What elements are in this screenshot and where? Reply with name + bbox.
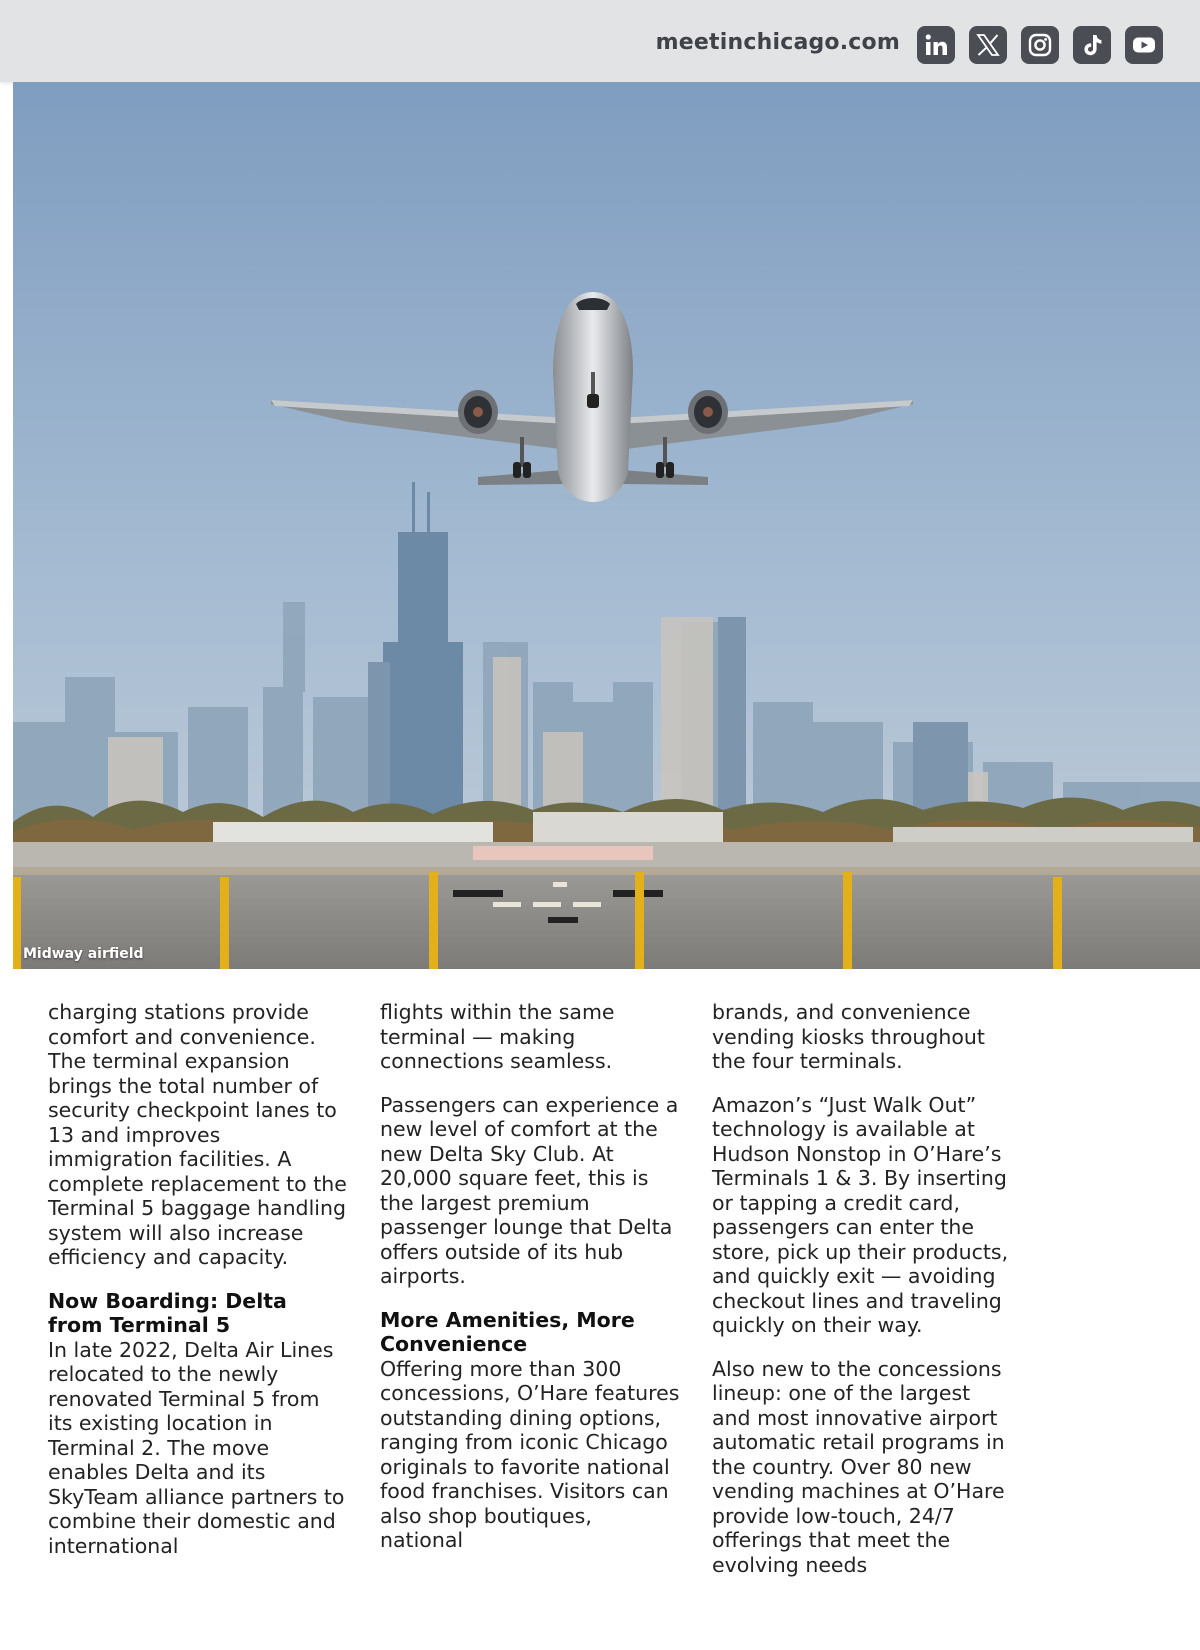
x-icon[interactable] (969, 26, 1007, 64)
paragraph: brands, and convenience vending kiosks throughout the four terminals. (712, 1000, 985, 1073)
article-column-3 (712, 1000, 1012, 1596)
tiktok-icon[interactable] (1073, 26, 1111, 64)
site-url-link[interactable]: meetinchicago.com (655, 30, 900, 55)
paragraph: Passengers can experience a new level of comfort at the new Delta Sky Club. At 20,000 square feet, this is the largest premium passenger lounge that Delta offers outside of its hub airports. (380, 1092, 679, 1288)
article-column-1 (48, 1000, 348, 1577)
paragraph: flights within the same terminal — making connections seamless. (380, 1000, 615, 1073)
airplane-skyline-illustration (13, 82, 1200, 969)
header-bar (0, 0, 1200, 82)
hero-photo-midway-airfield (13, 82, 1200, 969)
section-heading-delta: Now Boarding: Delta from Terminal 5 (48, 1288, 287, 1337)
linkedin-icon[interactable] (917, 26, 955, 64)
paragraph: charging stations provide comfort and convenience. The terminal expansion brings the total number of security checkpoint lanes to 13 and improves immigration facilities. A complete replacement to the Terminal 5 baggage handling system will also increase efficiency and capacity. (48, 1000, 347, 1269)
youtube-icon[interactable] (1125, 26, 1163, 64)
article-column-2 (380, 1000, 680, 1572)
photo-caption: Midway airfield (23, 946, 144, 962)
section-heading-amenities: More Amenities, More Convenience (380, 1307, 635, 1356)
paragraph: In late 2022, Delta Air Lines relocated to the newly renovated Terminal 5 from its existing location in Terminal 2. The move enables Delta and its SkyTeam alliance partners to combine their domestic and international (48, 1337, 345, 1558)
paragraph: Offering more than 300 concessions, O’Hare features outstanding dining options, ranging from iconic Chicago originals to favorite national food franchises. Visitors can also shop boutiques, national (380, 1356, 680, 1552)
instagram-icon[interactable] (1021, 26, 1059, 64)
social-links (917, 26, 1163, 64)
paragraph: Amazon’s “Just Walk Out” technology is available at Hudson Nonstop in O’Hare’s Terminals 1 & 3. By inserting or tapping a credit card, passengers can enter the store, pick up their products, and quickly exit — avoiding checkout lines and traveling quickly on their way. (712, 1092, 1009, 1337)
paragraph: Also new to the concessions lineup: one of the largest and most innovative airport automatic retail programs in the country. Over 80 new vending machines at O’Hare provide low-touch, 24/7 offerings that meet the evolving needs (712, 1356, 1005, 1577)
